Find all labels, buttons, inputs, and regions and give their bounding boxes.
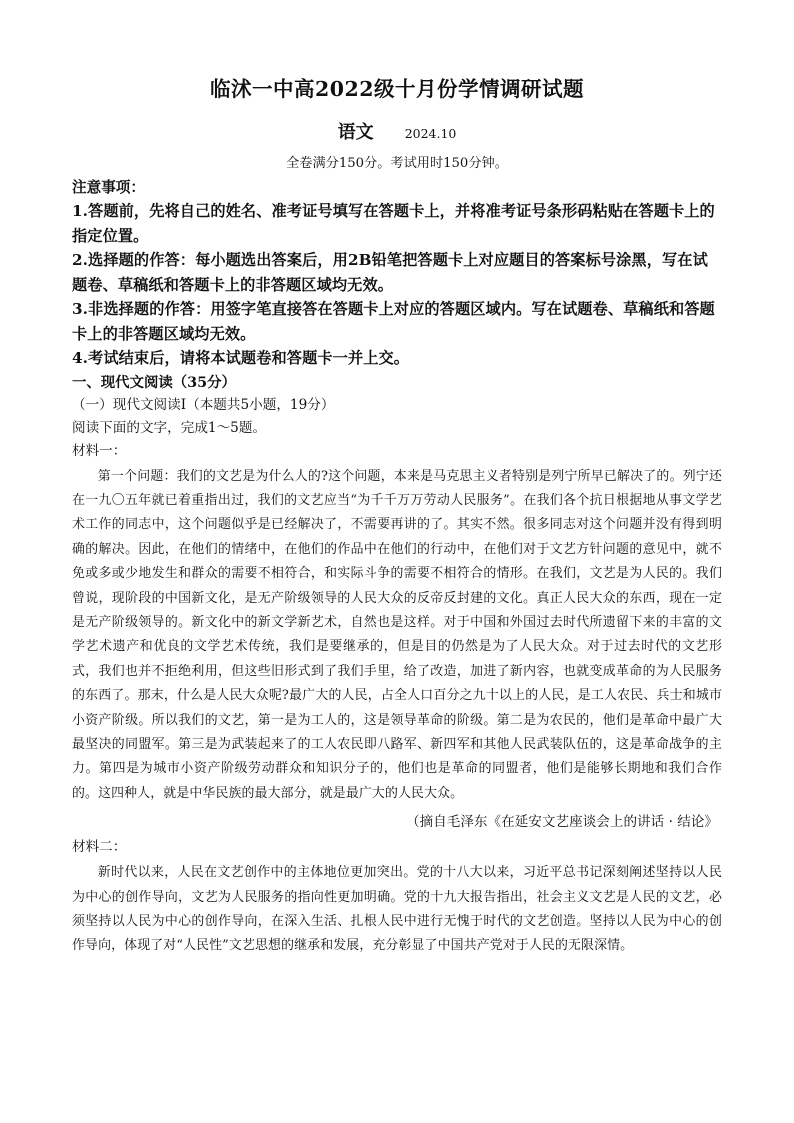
full-score-note: 全卷满分150分。考试用时150分钟。 xyxy=(286,156,508,171)
subject-line xyxy=(72,116,722,151)
notice-item-1: 1.答题前，先将自己的姓名、准考证号填写在答题卡上，并将准考证号条形码粘贴在答题卡上的指定位置。 xyxy=(72,202,715,245)
notice-item-2: 2.选择题的作答：每小题选出答案后，用2B铅笔把答题卡上对应题目的答案标号涂黑，写在试题卷、草稿纸和答题卡上的非答题区域均无效。 xyxy=(72,251,708,294)
section-heading: 一、现代文阅读（35分） xyxy=(72,373,236,391)
notice-item-4: 4.考试结束后，请将本试题卷和答题卡一并上交。 xyxy=(72,349,410,367)
reading-instruction: 阅读下面的文字，完成1～5题。 xyxy=(72,419,267,436)
sub-section-heading: （一）现代文阅读Ⅰ（本题共5小题，19分） xyxy=(72,396,335,413)
material-1-body: 第一个问题：我们的文艺是为什么人的?这个问题，本来是马克思主义者特别是列宁所早已解决了的。列宁还在一九〇五年就已着重指出过，我们的文艺应当“为千千万万劳动人民服务”。在我们各个抗日根据地从事文学艺术工作的同志中，这个问题似乎是已经解决了，不需要再讲的了。其实不然。很多同志对这个问题并没有得到明确的解决。因此，在他们的情绪中，在他们的作品中在他们的行动中，在他们对于文艺方针问题的意见中，就不免或多或少地发生和群众的需要不相符合，和实际斗争的需要不相符合的情形。在我们，文艺是为人民的。我们曾说，现阶段的中国新文化，是无产阶级领导的人民大众的反帝反封建的文化。真正人民大众的东西，现在一定是无产阶级领导的。新文化中的新文学新艺术，自然也是这样。对于中国和外国过去时代所遗留下来的丰富的文学艺术遗产和优良的文学艺术传统，我们是要继承的，但是目的仍然是为了人民大众。对于过去时代的文艺形式，我们也并不拒绝利用，但这些旧形式到了我们手里，给了改造，加进了新内容，也就变成革命的为人民服务的东西了。那末，什么是人民大众呢?最广大的人民，占全人口百分之九十以上的人民，是工人农民、兵士和城市小资产阶级。所以我们的文艺，第一是为工人的，这是领导革命的阶级。第二是为农民的，他们是革命中最广大最坚决的同盟军。第三是为武装起来了的工人农民即八路军、新四军和其他人民武装队伍的，这是革命战争的主力。第四是为城市小资产阶级劳动群众和知识分子的，他们也是革命的同盟者，他们是能够长期地和我们合作的。这四种人，就是中华民族的最大部分，就是最广大的人民大众。 xyxy=(72,468,722,801)
material-2-body: 新时代以来，人民在文艺创作中的主体地位更加突出。党的十八大以来，习近平总书记深刻阐述坚持以人民为中心的创作导向，文艺为人民服务的指向性更加明确。党的十九大报告指出，社会主义文艺是人民的文艺，必须坚持以人民为中心的创作导向，在深入生活、扎根人民中进行无愧于时代的文艺创造。坚持以人民为中心的创作导向，体现了对“人民性”文艺思想的继承和发展，充分彰显了中国共产党对于人民的无限深情。 xyxy=(72,865,722,954)
material-1-label: 材料一： xyxy=(72,442,127,459)
material-2-label: 材料二： xyxy=(72,839,127,856)
notice-item-3: 3.非选择题的作答：用签字笔直接答在答题卡上对应的答题区域内。写在试题卷、草稿纸和答题卡上的非答题区域均无效。 xyxy=(72,300,715,343)
subject-label: 语文 xyxy=(337,122,374,143)
exam-date: 2024.10 xyxy=(404,126,457,141)
exam-title: 临沭一中高2022级十月份学情调研试题 xyxy=(209,77,585,101)
material-1-citation: （摘自毛泽东《在延安文艺座谈会上的讲话 · 结论》 xyxy=(405,814,718,831)
notice-heading: 注意事项： xyxy=(72,179,145,196)
